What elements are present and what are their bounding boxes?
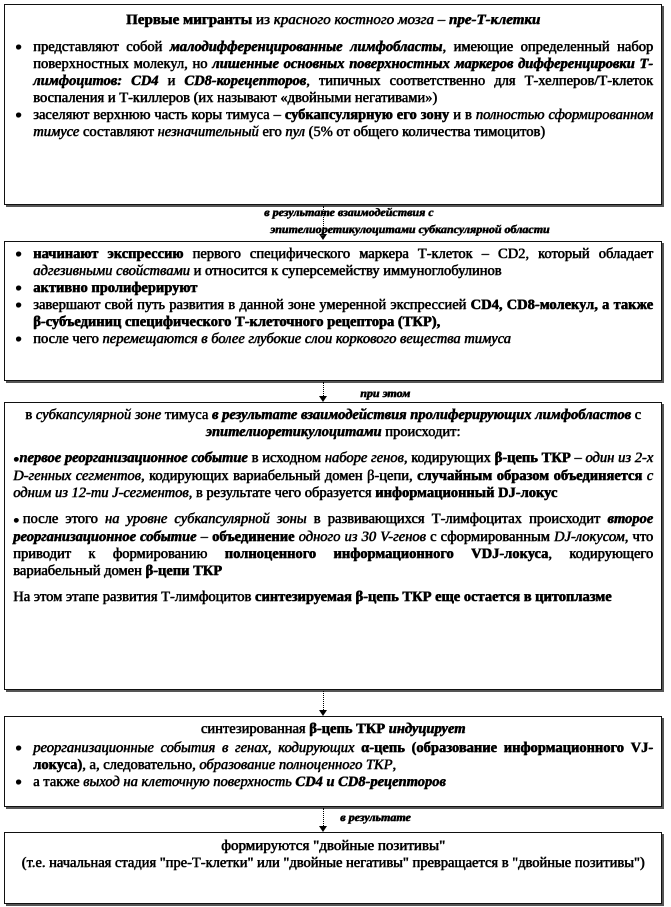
box4-bullet-1: ● реорганизационные события в генах, кодирующих α-цепь (образование информационного VJ-локуса), а, следовательно, образование полноценного ТКР,: [15, 740, 654, 773]
box2-bullet-2: ● активно пролиферируют: [15, 280, 198, 296]
box3-point-2: ●после этого на уровне субкапсулярной зоны в развивающихся Т-лимфоцитах происходит второе реорганизационное событие – объединение одного из 30 V-генов с сформированным DJ-локусом, что приводит к формированию полноценного информационного VDJ-локуса, кодирующего вариабельный домен β-цепи ТКР: [13, 511, 654, 579]
box2-bullet-4: ● после чего перемещаются в более глубокие слои коркового вещества тимуса: [15, 331, 511, 347]
box5-title: формируются "двойные позитивы": [221, 838, 445, 854]
box1-bullet-1: ● представляют собой малодифференцированные лимфобласты, имеющие определенный набор поверхностных молекул, но лишенные основных поверхностных маркеров дифференцировки Т-лимфоцитов: CD4 и CD8-корецепторов, типичных соответственно для Т-хелперов/Т-клеток воспаления и Т-киллеров (их называют «двойными негативами»): [15, 39, 653, 106]
bullet-icon: ●: [15, 282, 22, 294]
bullet-icon: ●: [15, 299, 22, 311]
box1-bullet-list: [13, 39, 653, 141]
box4-title: синтезированная β-цепь ТКР индуцирует: [200, 721, 466, 737]
box2-bullet-3: ● завершают свой путь развития в данной зоне умеренной экспрессией CD4, CD8-молекул, а также β-субъединиц специфического Т-клеточного рецептора (ТКР),: [15, 297, 653, 330]
box3-conclusion: На этом этапе развития Т-лимфоцитов синтезируемая β-цепь ТКР еще остается в цитоплазме: [13, 589, 612, 605]
bullet-icon: ●: [15, 109, 22, 121]
box-beta-chain-induction: [4, 716, 662, 807]
box3-intro: в субкапсулярной зоне тимуса в результате взаимодействия пролиферирующих лимфобластов с эпителиоретикулоцитами происходит:: [25, 407, 641, 440]
arrow2-label: при этом: [360, 386, 411, 400]
arrow1-label-line1: в результате взаимодействия с: [264, 205, 434, 219]
flow-arrow-2: [323, 382, 326, 400]
bullet-icon: ●: [15, 742, 22, 754]
box4-bullet-2: ● а также выход на клеточную поверхность CD4 и CD8-рецепторов: [15, 774, 446, 790]
bullet-icon: ●: [15, 248, 22, 260]
bullet-icon: ●: [15, 41, 22, 53]
flow-arrow-3: [323, 691, 326, 714]
bullet-icon: ●: [15, 776, 22, 788]
box4-bullet-list: [13, 740, 653, 791]
box-rearrangement-events: [4, 402, 662, 690]
arrow1-label-line2: эпителиоретикулоцитами субкапсулярной области: [270, 222, 550, 236]
box2-bullet-1: ● начинают экспрессию первого специфического маркера Т-клеток – CD2, который обладает адгезивными свойствами и относится к суперсемейству иммуноглобулинов: [15, 246, 653, 279]
box1-bullet-2: ● заселяют верхнюю часть коры тимуса – субкапсулярную его зону и в полностью сформированном тимусе составляют незначительный его пул (5% от общего количества тимоцитов): [15, 107, 653, 140]
bullet-icon: ●: [13, 454, 20, 465]
flow-arrow-4: [323, 808, 326, 830]
arrow4-label: в результате: [340, 810, 411, 824]
box1-title: Первые мигранты из красного костного мозга – пре-Т-клетки: [125, 12, 541, 28]
box-subcapsular-interaction: [4, 241, 662, 381]
box-pre-t-cells: [4, 4, 662, 205]
box2-bullet-list: [13, 246, 653, 348]
bullet-icon: ●: [13, 515, 23, 526]
box-double-positives: [4, 832, 662, 904]
box3-point-1: ●первое реорганизационное событие в исходном наборе генов, кодирующих β-цепь ТКР – один из 2-х D-генных сегментов, кодирующих вариабельный домен β-цепи, случайным образом объединяется с одним из 12-ти J-сегментов, в результате чего образуется информационный DJ-локус: [13, 450, 654, 501]
bullet-icon: ●: [15, 333, 22, 345]
box5-subtitle: (т.е. начальная стадия "пре-Т-клетки" или "двойные негативы" превращается в "двойные позитивы"): [21, 855, 645, 871]
